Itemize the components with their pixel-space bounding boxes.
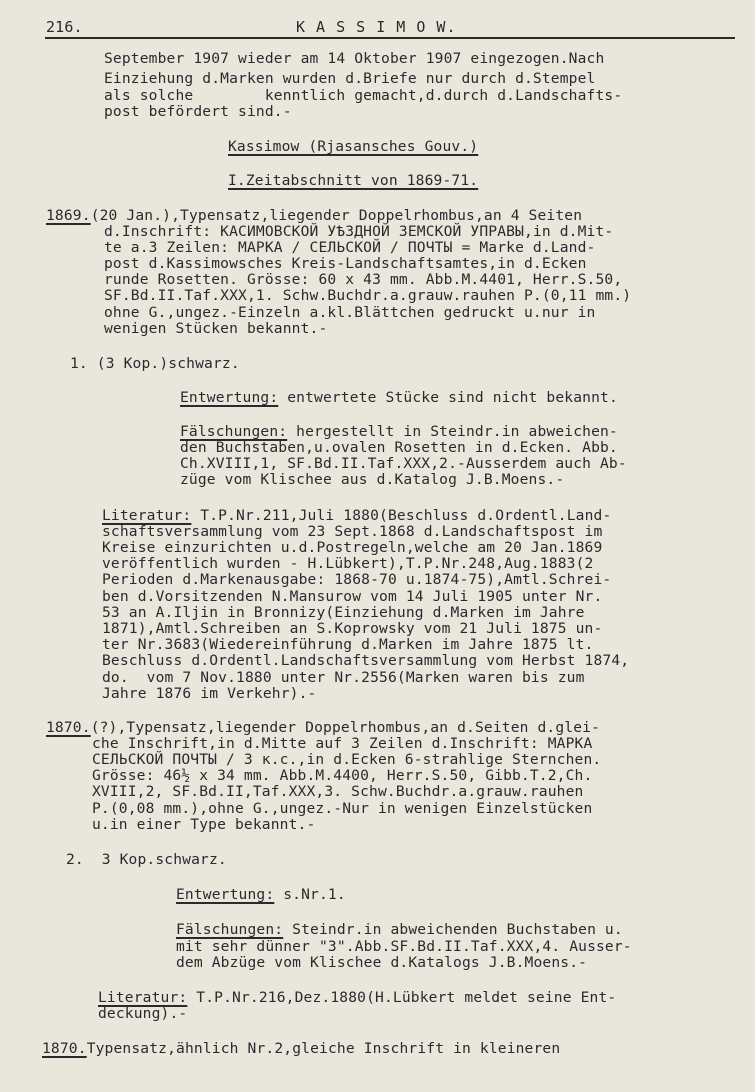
literatur-line [102,508,611,524]
issue-year: 1870. [42,1040,87,1057]
issue-heading [46,720,600,736]
text-line: do. vom 7 Nov.1880 unter Nr.2556(Marken waren bis zum [102,669,585,686]
entwertung-text: entwertete Stücke sind nicht bekannt. [278,389,618,406]
faelschungen-label: Fälschungen: [176,921,284,938]
literatur-label: Literatur: [102,507,192,524]
text-line: u.in einer Type bekannt.- [92,816,316,833]
issue-description: (20 Jan.),Typensatz,liegender Doppelrhombus,an 4 Seiten [90,207,583,224]
stamp-item: 1. (3 Kop.)schwarz. [70,355,240,372]
text-line: als solche kenntlich gemacht,d.durch d.Landschafts- [104,87,623,104]
section-title: Kassimow (Rjasansches Gouv.) [228,138,479,155]
entwertung-line [176,887,346,903]
entwertung-label: Entwertung: [176,886,275,903]
text-line: Jahre 1876 im Verkehr).- [102,685,317,702]
literatur-text: T.P.Nr.211,Juli 1880(Beschluss d.Ordentl.Land- [191,507,612,524]
stamp-item: 2. 3 Kop.schwarz. [66,851,227,868]
text-line: d.Inschrift: КАСИМОВСКОЙ УѢЗДНОЙ ЗЕМСКОЙ УПРАВЫ,in d.Mit- [104,223,614,240]
text-line: runde Rosetten. Grösse: 60 x 43 mm. Abb.M.4401, Herr.S.50, [104,271,623,288]
text-line: Beschluss d.Ordentl.Landschaftsversammlung vom Herbst 1874, [102,652,630,669]
text-line: schaftsversammlung vom 23 Sept.1868 d.Landschaftspost im [102,523,603,540]
text-line: te a.3 Zeilen: МАРКА / СЕЛЬСКОЙ / ПОЧТЫ = Marke d.Land- [104,239,596,256]
text-line: September 1907 wieder am 14 Oktober 1907 eingezogen.Nach [104,50,605,67]
issue-heading [46,208,582,224]
text-line: den Buchstaben,u.ovalen Rosetten in d.Ecken. Abb. [180,439,618,456]
faelschungen-label: Fälschungen: [180,423,288,440]
issue-description: (?),Typensatz,liegender Doppelrhombus,an d.Seiten d.glei- [90,719,601,736]
issue-description: Typensatz,ähnlich Nr.2,gleiche Inschrift in kleineren [86,1040,561,1057]
text-line: ter Nr.3683(Wiedereinführung d.Marken im Jahre 1875 lt. [102,636,594,653]
text-line: che Inschrift,in d.Mitte auf 3 Zeilen d.Inschrift: МАРКА [92,735,593,752]
text-line: СЕЛЬСКОЙ ПОЧТЫ / 3 к.с.,in d.Ecken 6-strahlige Sternchen. [92,751,602,768]
faelschungen-line [180,424,618,440]
text-line: ohne G.,ungez.-Einzeln a.kl.Blättchen gedruckt u.nur in [104,304,596,321]
issue-year: 1869. [46,207,91,224]
text-line: züge vom Klischee aus d.Katalog J.B.Moens.- [180,471,565,488]
text-line: ben d.Vorsitzenden N.Mansurow vom 14 Juli 1905 unter Nr. [102,588,603,605]
text-line: wenigen Stücken bekannt.- [104,320,328,337]
text-line: mit sehr dünner "3".Abb.SF.Bd.II.Taf.XXX,4. Ausser- [176,938,632,955]
entwertung-text: s.Nr.1. [274,886,346,903]
faelschungen-text: Steindr.in abweichenden Buchstaben u. [283,921,623,938]
text-line: dem Abzüge vom Klischee d.Katalogs J.B.Moens.- [176,954,588,971]
faelschungen-text: hergestellt in Steindr.in abweichen- [287,423,618,440]
text-line: XVIII,2, SF.Bd.II,Taf.XXX,3. Schw.Buchdr.a.grauw.rauhen [92,783,584,800]
text-line: post d.Kassimowsches Kreis-Landschaftsamtes,in d.Ecken [104,255,587,272]
text-line: Einziehung d.Marken wurden d.Briefe nur durch d.Stempel [104,70,596,87]
entwertung-line [180,390,618,406]
literatur-text: T.P.Nr.216,Dez.1880(H.Lübkert meldet seine Ent- [187,989,617,1006]
text-line: SF.Bd.II.Taf.XXX,1. Schw.Buchdr.a.grauw.rauhen P.(0,11 mm.) [104,287,632,304]
page-number: 216. [46,18,83,36]
text-line: Perioden d.Markenausgabe: 1868-70 u.1874-75),Amtl.Schrei- [102,571,612,588]
text-line: Ch.XVIII,1, SF.Bd.II.Taf.XXX,2.-Ausserdem auch Ab- [180,455,627,472]
issue-year: 1870. [46,719,91,736]
literatur-line [98,990,616,1006]
text-line: post befördert sind.- [104,103,292,120]
text-line: Kreise einzurichten u.d.Postregeln,welche am 20 Jan.1869 [102,539,603,556]
text-line: deckung).- [98,1005,188,1022]
text-line: P.(0,08 mm.),ohne G.,ungez.-Nur in wenigen Einzelstücken [92,800,593,817]
text-line: 53 an A.Iljin in Bronnizy(Einziehung d.Marken im Jahre [102,604,585,621]
text-line: veröffentlich wurden - H.Lübkert),T.P.Nr.248,Aug.1883(2 [102,555,594,572]
faelschungen-line [176,922,623,938]
period-title: I.Zeitabschnitt von 1869-71. [228,172,479,189]
text-line: Grösse: 46½ x 34 mm. Abb.M.4400, Herr.S.50, Gibb.T.2,Ch. [92,767,593,784]
header-rule [45,37,735,39]
issue-heading [42,1041,560,1057]
literatur-label: Literatur: [98,989,188,1006]
entwertung-label: Entwertung: [180,389,279,406]
running-title: K A S S I M O W. [296,18,457,36]
text-line: 1871),Amtl.Schreiben an S.Koprowsky vom 21 Juli 1875 un- [102,620,603,637]
